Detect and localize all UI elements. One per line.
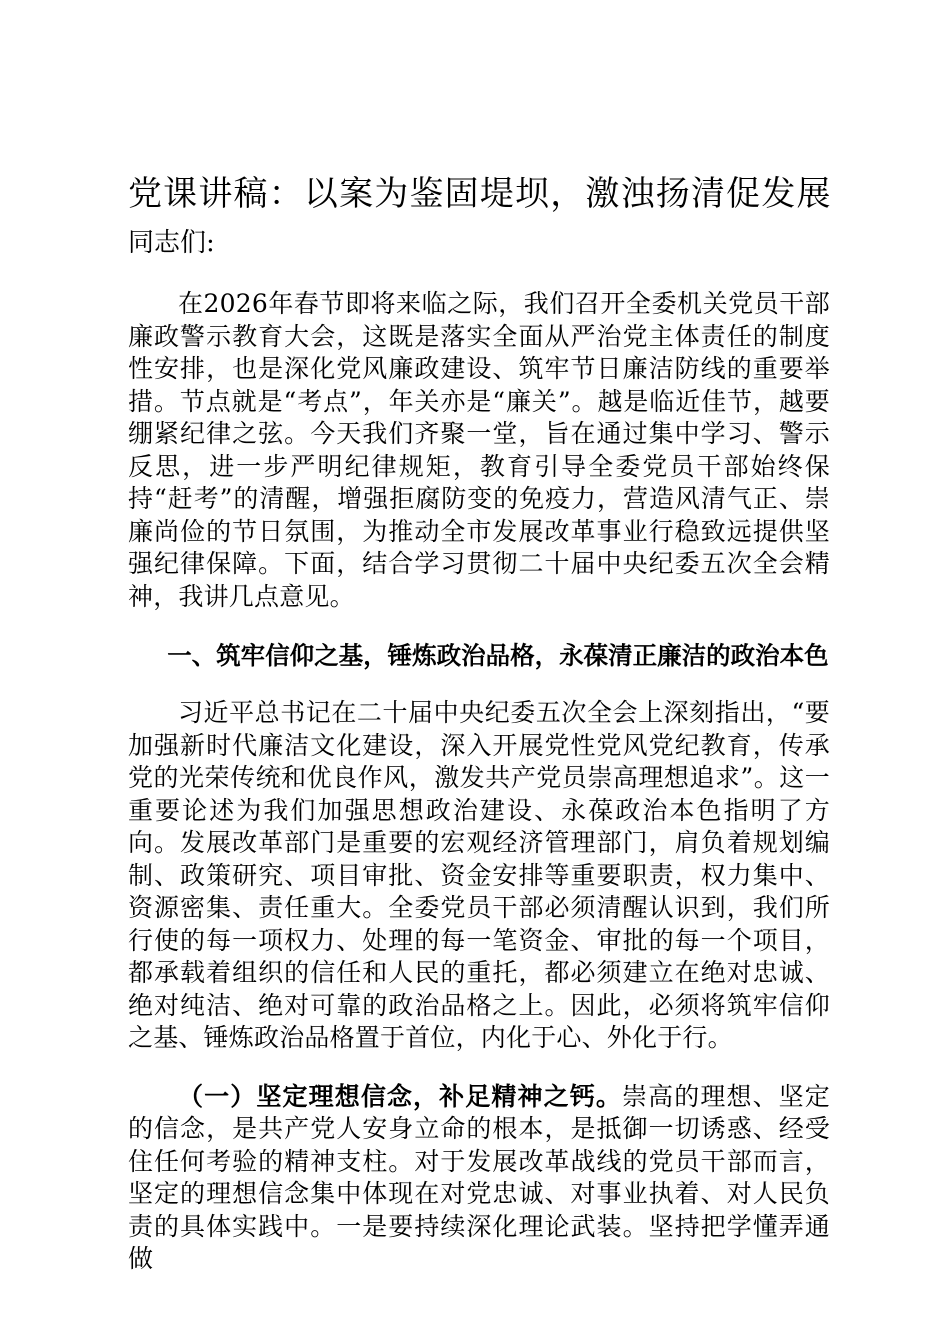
subsection-1-text: 崇高的理想、坚定的信念，是共产党人安身立命的根本，是抵御一切诱惑、经受住任何考验的精神支柱。对于发展改革战线的党员干部而言，坚定的理想信念集中体现在对党忠诚、对事业执着、对人民负责的具体实践中。一是要持续深化理论武装。坚持把学懂弄通做 [128, 1081, 830, 1273]
salutation: 同志们: [128, 228, 215, 258]
document-title: 党课讲稿：以案为鉴固堤坝，激浊扬清促发展 [128, 174, 830, 214]
subsection-1-paragraph [128, 1081, 830, 1276]
section-1-paragraph: 习近平总书记在二十届中央纪委五次全会上深刻指出，“要加强新时代廉洁文化建设，深入开展党性党风党纪教育，传承党的光荣传统和优良作风，激发共产党员崇高理想追求”。这一重要论述为我们加强思想政治建设、永葆政治本色指明了方向。发展改革部门是重要的宏观经济管理部门，肩负着规划编制、政策研究、项目审批、资金安排等重要职责，权力集中、资源密集、责任重大。全委党员干部必须清醒认识到，我们所行使的每一项权力、处理的每一笔资金、审批的每一个项目，都承载着组织的信任和人民的重托，都必须建立在绝对忠诚、绝对纯洁、绝对可靠的政治品格之上。因此，必须将筑牢信仰之基、锤炼政治品格置于首位，内化于心、外化于行。 [128, 698, 830, 1052]
subsection-1-heading: （一）坚定理想信念，补足精神之钙。 [178, 1081, 622, 1111]
intro-paragraph: 在2026年春节即将来临之际，我们召开全委机关党员干部廉政警示教育大会，这既是落实全面从严治党主体责任的制度性安排，也是深化党风廉政建设、筑牢节日廉洁防线的重要举措。节点就是“考点”，年关亦是“廉关”。越是临近佳节，越要绷紧纪律之弦。今天我们齐聚一堂，旨在通过集中学习、警示反思，进一步严明纪律规矩，教育引导全委党员干部始终保持“赶考”的清醒，增强拒腐防变的免疫力，营造风清气正、崇廉尚俭的节日氛围，为推动全市发展改革事业行稳致远提供坚强纪律保障。下面，结合学习贯彻二十届中央纪委五次全会精神，我讲几点意见。 [128, 289, 830, 611]
document-page [128, 168, 830, 1302]
section-1-heading: 一、筑牢信仰之基，锤炼政治品格，永葆清正廉洁的政治本色 [167, 641, 829, 670]
